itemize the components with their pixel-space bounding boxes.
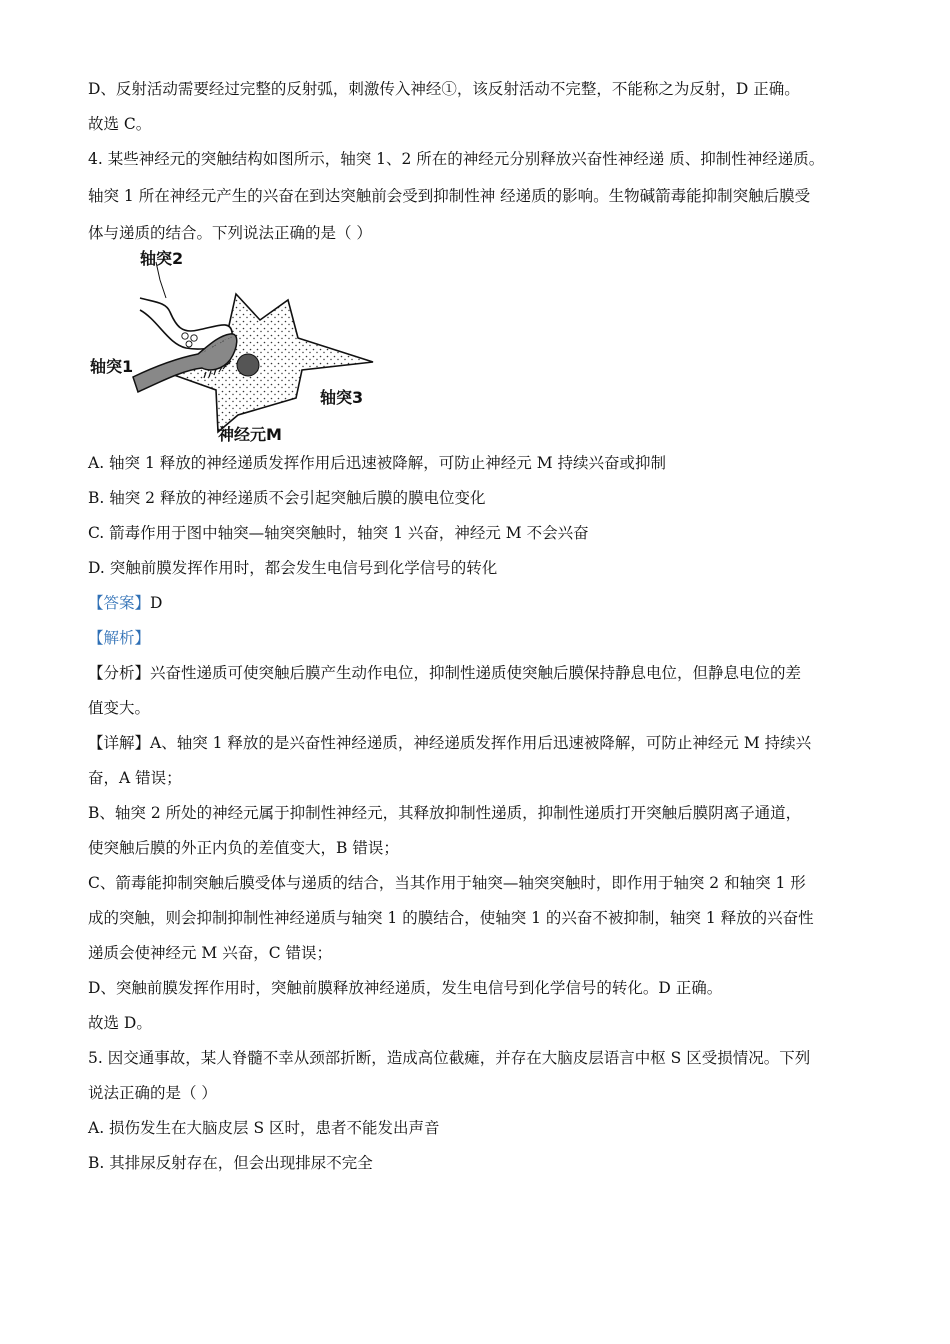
xiangjie-line-2: 奋，A 错误； [88, 769, 182, 787]
q5-option-b: B. 其排尿反射存在，但会出现排尿不完全 [88, 1154, 373, 1172]
answer-line [88, 592, 878, 614]
fenxi-line-2: 值变大。 [88, 699, 151, 717]
xiangjie-line-3: B、轴突 2 所处的神经元属于抑制性神经元，其释放抑制性递质，抑制性递质打开突触后膜阴离子通道， [88, 804, 802, 822]
q5-option-a: A. 损伤发生在大脑皮层 S 区时，患者不能发出声音 [88, 1119, 440, 1137]
xiangjie-line-5: C、箭毒能抑制突触后膜受体与递质的结合，当其作用于轴突—轴突突触时，即作用于轴突 2 和轴突 1 形 [88, 874, 806, 892]
xiangjie-tag: 【详解】 [88, 734, 151, 752]
q4-stem-line-2: 轴突 1 所在神经元产生的兴奋在到达突触前会受到抑制性神 经递质的影响。生物碱箭毒能抑制突触后膜受 [88, 187, 811, 205]
xiangjie-line-1 [88, 732, 878, 754]
label-axon-1: 轴突1 [90, 357, 134, 376]
xiangjie-line-4: 使突触后膜的外正内负的差值变大，B 错误； [88, 839, 399, 857]
document-page [88, 78, 878, 1187]
label-axon-2: 轴突2 [140, 249, 184, 268]
xiangjie-line-8: D、突触前膜发挥作用时，突触前膜释放神经递质，发生电信号到化学信号的转化。D 正确。 [88, 979, 723, 997]
q4-option-c: C. 箭毒作用于图中轴突—轴突突触时，轴突 1 兴奋，神经元 M 不会兴奋 [88, 524, 589, 542]
answer-tag: 【答案】 [88, 594, 151, 612]
q4-option-d: D. 突触前膜发挥作用时，都会发生电信号到化学信号的转化 [88, 559, 498, 577]
fenxi-tag: 【分析】 [88, 664, 151, 682]
prev-explanation-d: D、反射活动需要经过完整的反射弧，刺激传入神经①，该反射活动不完整，不能称之为反射，D 正确。 [88, 80, 800, 98]
q4-option-b: B. 轴突 2 释放的神经递质不会引起突触后膜的膜电位变化 [88, 489, 486, 507]
q4-option-a: A. 轴突 1 释放的神经递质发挥作用后迅速被降解，可防止神经元 M 持续兴奋或抑制 [88, 454, 666, 472]
synapse-diagram [88, 250, 378, 440]
synapse-figure [88, 249, 378, 444]
nucleus [237, 354, 259, 376]
xiangjie-line-7: 递质会使神经元 M 兴奋，C 错误； [88, 944, 333, 962]
prev-select: 故选 C。 [88, 115, 152, 133]
analysis-tag-text: 【解析】 [88, 629, 151, 647]
q4-select: 故选 D。 [88, 1014, 152, 1032]
label-axon-3: 轴突3 [320, 388, 364, 407]
fenxi-line-1 [88, 662, 878, 684]
q4-stem-line-3: 体与递质的结合。下列说法正确的是（ ） [88, 224, 372, 242]
q5-stem-line-1: 5. 因交通事故，某人脊髓不幸从颈部折断，造成高位截瘫，并存在大脑皮层语言中枢 S 区受损情况。下列 [88, 1049, 811, 1067]
analysis-tag [88, 627, 878, 649]
answer-value: D [150, 594, 163, 612]
fenxi-text-1: 兴奋性递质可使突触后膜产生动作电位，抑制性递质使突触后膜保持静息电位，但静息电位的差 [150, 664, 802, 682]
q5-stem-line-2: 说法正确的是（ ） [88, 1084, 217, 1102]
label-neuron-m: 神经元M [218, 425, 282, 444]
xiangjie-line-6: 成的突触，则会抑制抑制性神经递质与轴突 1 的膜结合，使轴突 1 的兴奋不被抑制，轴突 1 释放的兴奋性 [88, 909, 814, 927]
xiangjie-text-1: A、轴突 1 释放的是兴奋性神经递质，神经递质发挥作用后迅速被降解，可防止神经元 M 持续兴 [150, 734, 812, 752]
q4-stem-line-1: 4. 某些神经元的突触结构如图所示，轴突 1、2 所在的神经元分别释放兴奋性神经递 质、抑制性神经递质。 [88, 150, 825, 168]
